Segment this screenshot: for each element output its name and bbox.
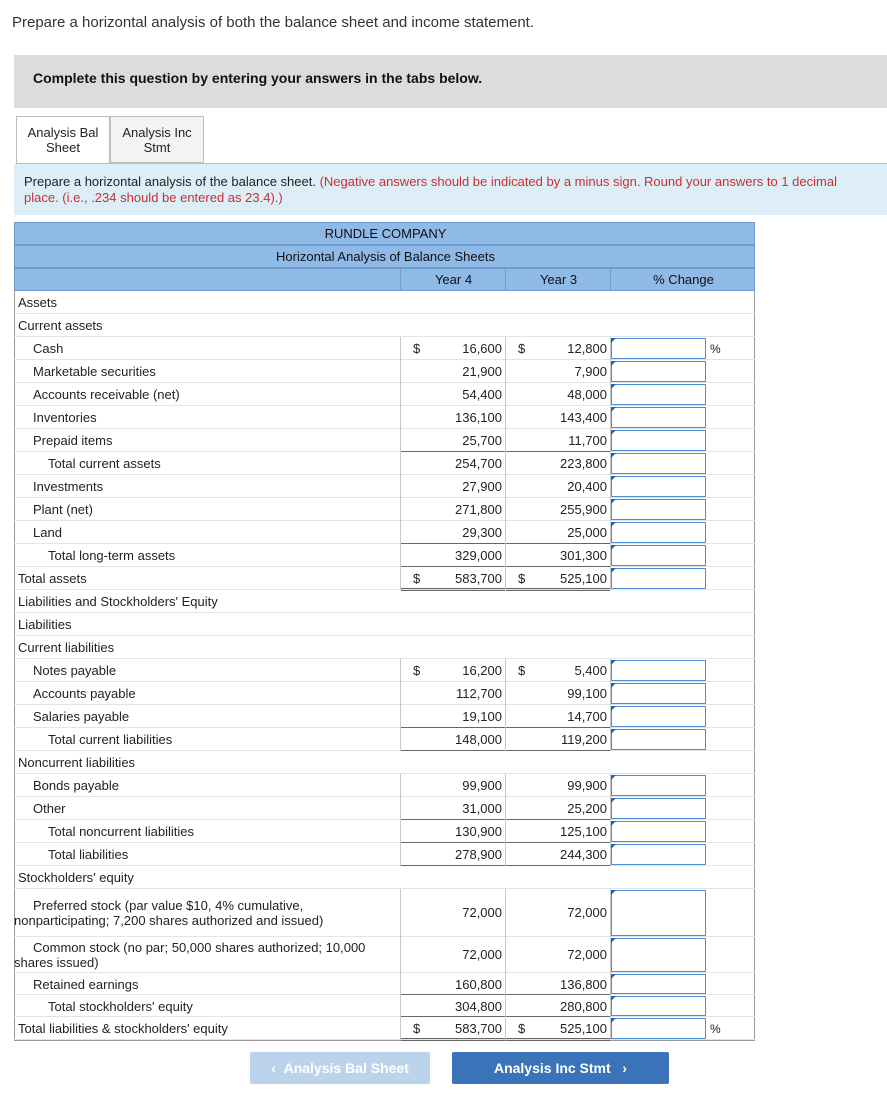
row-divider [14,972,755,973]
year4-value: 136,100 [455,410,502,425]
year4-value: 278,900 [455,847,502,862]
row-label [14,940,366,970]
subtotal-rule [401,819,505,820]
row-label [14,898,324,928]
row-label: Accounts payable [33,686,136,701]
cell-divider [400,337,401,360]
total-double-rule [401,588,505,591]
row-label: Bonds payable [33,778,120,793]
subtotal-rule [506,727,610,728]
percent-change-input[interactable] [611,798,706,819]
cell-divider [400,544,401,567]
row-divider [14,520,755,521]
cell-divider [400,567,401,590]
year4-value: 99,900 [462,778,502,793]
next-tab-label: Analysis Inc Stmt [493,1060,611,1076]
year3-value: 48,000 [567,387,607,402]
year3-value: 72,000 [567,947,607,962]
subtotal-rule [401,750,505,751]
row-divider [14,451,755,452]
year4-value: 130,900 [455,824,502,839]
cell-divider [505,973,506,995]
tab-label-line2: Stmt [143,140,171,155]
row-label: Total liabilities & stockholders' equity [18,1021,228,1036]
year3-value: 25,200 [567,801,607,816]
percent-change-input[interactable] [611,821,706,842]
row-divider [14,750,755,751]
subtotal-rule [401,994,505,995]
row-label: Total stockholders' equity [48,999,193,1014]
year3-value: 20,400 [567,479,607,494]
row-divider [14,727,755,728]
percent-change-input[interactable] [611,775,706,796]
cell-divider [505,682,506,705]
currency-symbol: $ [413,1021,421,1036]
row-label: Noncurrent liabilities [18,755,136,770]
tab-analysis-bal-sheet[interactable] [16,116,110,163]
currency-symbol: $ [518,571,526,586]
year4-value: 160,800 [455,977,502,992]
year4-value: 16,600 [462,341,502,356]
year4-value: 583,700 [455,1021,502,1036]
row-label-line2: nonparticipating; 7,200 shares authorized and issued) [14,913,324,928]
year3-value: 119,200 [560,732,607,747]
currency-symbol: $ [518,1021,526,1036]
row-label: Current assets [18,318,103,333]
cell-divider [400,705,401,728]
column-header-row [14,268,755,291]
percent-change-input[interactable] [611,430,706,451]
currency-symbol: $ [413,571,421,586]
cell-divider [400,728,401,751]
percent-change-input[interactable] [611,338,706,359]
subtotal-rule [506,865,610,866]
cell-divider [505,406,506,429]
year4-value: 583,700 [455,571,502,586]
cell-divider [505,475,506,498]
row-label: Other [33,801,66,816]
year3-value: 244,300 [560,847,607,862]
percent-change-input[interactable] [611,890,706,936]
row-label: Total liabilities [48,847,129,862]
percent-change-input[interactable] [611,683,706,704]
percent-change-input[interactable] [611,660,706,681]
percent-change-input[interactable] [611,1018,706,1039]
row-label: Salaries payable [33,709,130,724]
row-divider [14,658,755,659]
row-divider [14,994,755,995]
cell-divider [400,995,401,1017]
cell-divider [400,774,401,797]
year4-value: 304,800 [455,999,502,1014]
currency-symbol: $ [518,341,526,356]
cell-divider [505,337,506,360]
cell-divider [400,889,401,937]
percent-sign: % [710,342,721,356]
year3-value: 223,800 [560,456,607,471]
percent-change-input[interactable] [611,361,706,382]
tab-label-line1: Analysis Inc [122,125,192,140]
cell-divider [400,820,401,843]
cell-divider [400,452,401,475]
cell-divider [505,521,506,544]
year3-value: 99,900 [567,778,607,793]
row-label: Total long-term assets [48,548,176,563]
year3-value: 25,000 [567,525,607,540]
year3-value: 280,800 [560,999,607,1014]
table-title-header [14,245,755,268]
row-label: Investments [33,479,104,494]
row-divider [14,842,755,843]
cell-divider [400,475,401,498]
row-label: Land [33,525,62,540]
currency-symbol: $ [413,341,421,356]
cell-divider [400,521,401,544]
cell-divider [505,659,506,682]
cell-divider [400,383,401,406]
cell-divider [400,498,401,521]
row-label: Plant (net) [33,502,93,517]
col-year4: Year 4 [434,272,473,287]
percent-change-input[interactable] [611,938,706,972]
header-divider [505,268,506,291]
prev-tab-label: Analysis Bal Sheet [283,1060,409,1076]
subtotal-rule [401,1016,505,1017]
percent-change-input[interactable] [611,706,706,727]
row-label-line1: Common stock (no par; 50,000 shares authorized; 10,000 [33,940,366,955]
cell-divider [505,452,506,475]
row-label: Inventories [33,410,97,425]
subtotal-rule [401,543,505,544]
row-label: Liabilities [18,617,72,632]
row-label-line2: shares issued) [14,955,99,970]
row-divider [14,865,755,866]
row-divider [14,359,755,360]
subtotal-rule [506,819,610,820]
row-divider [14,336,755,337]
row-label: Assets [18,295,58,310]
header-divider [400,268,401,291]
row-divider [14,543,755,544]
year3-value: 125,100 [560,824,607,839]
total-double-rule [506,588,610,591]
currency-symbol: $ [518,663,526,678]
cell-divider [505,1017,506,1040]
subtotal-rule [506,842,610,843]
row-divider [14,612,755,613]
row-divider [14,773,755,774]
percent-change-input[interactable] [611,453,706,474]
cell-divider [505,774,506,797]
question-prompt: Prepare a horizontal analysis of both the balance sheet and income statement. [12,14,534,31]
row-divider [14,474,755,475]
row-label: Accounts receivable (net) [33,387,180,402]
row-divider [14,681,755,682]
percent-change-input[interactable] [611,996,706,1016]
subtotal-rule [401,727,505,728]
year3-value: 72,000 [567,905,607,920]
year4-value: 25,700 [462,433,502,448]
row-divider [14,497,755,498]
year3-value: 11,700 [568,433,607,448]
cell-divider [505,995,506,1017]
year4-value: 19,100 [462,709,502,724]
row-divider [14,796,755,797]
row-divider [14,936,755,937]
percent-change-input[interactable] [611,384,706,405]
cell-divider [505,567,506,590]
row-label-line1: Preferred stock (par value $10, 4% cumulative, [33,898,304,913]
cell-divider [505,429,506,452]
percent-change-input[interactable] [611,844,706,865]
row-divider [14,819,755,820]
year4-value: 27,900 [462,479,502,494]
cell-divider [505,889,506,937]
year4-value: 31,000 [462,801,502,816]
currency-symbol: $ [413,663,421,678]
percent-change-input[interactable] [611,545,706,566]
cell-divider [505,797,506,820]
row-label: Total current assets [48,456,161,471]
total-double-rule [401,1038,505,1041]
row-label: Cash [33,341,64,356]
company-header [14,222,755,245]
instruction-box [14,164,887,215]
cell-divider [505,383,506,406]
table-title: Horizontal Analysis of Balance Sheets [276,249,495,264]
row-label: Marketable securities [33,364,156,379]
percent-change-input[interactable] [611,974,706,994]
col-change: % Change [653,272,714,287]
year3-value: 255,900 [560,502,607,517]
row-label: Total noncurrent liabilities [48,824,194,839]
row-label: Total current liabilities [48,732,173,747]
row-divider [14,1039,755,1040]
instructions-banner [14,55,887,108]
row-divider [14,382,755,383]
cell-divider [505,820,506,843]
percent-change-input[interactable] [611,568,706,589]
instruction-text [24,174,869,206]
year3-value: 7,900 [574,364,607,379]
percent-change-input[interactable] [611,407,706,428]
company-name: RUNDLE COMPANY [324,226,447,241]
year4-value: 254,700 [455,456,502,471]
row-label: Current liabilities [18,640,115,655]
percent-change-input[interactable] [611,476,706,497]
year4-value: 329,000 [455,548,502,563]
percent-sign: % [710,1022,721,1036]
cell-divider [400,797,401,820]
cell-divider [505,705,506,728]
instruction-main: Prepare a horizontal analysis of the balance sheet. [24,174,316,189]
instruction-note: (Negative answers should be indicated by a minus sign. Round your answers to 1 decimal place. (i.e., .234 should be entered as 23.4).) [24,174,837,205]
subtotal-rule [401,451,505,452]
cell-divider [505,360,506,383]
row-label: Stockholders' equity [18,870,134,885]
chevron-right-icon: › [622,1060,628,1076]
percent-change-input[interactable] [611,522,706,543]
cell-divider [400,682,401,705]
cell-divider [400,659,401,682]
subtotal-rule [401,842,505,843]
cell-divider [505,728,506,751]
cell-divider [400,1017,401,1040]
cell-divider [505,544,506,567]
cell-divider [400,973,401,995]
subtotal-rule [506,1016,610,1017]
cell-divider [505,498,506,521]
subtotal-rule [506,750,610,751]
row-divider [14,704,755,705]
year3-value: 136,800 [560,977,607,992]
row-divider [14,589,755,590]
header-divider [610,268,611,291]
year4-value: 21,900 [462,364,502,379]
cell-divider [400,843,401,866]
row-divider [14,405,755,406]
year4-value: 29,300 [462,525,502,540]
row-divider [14,1016,755,1017]
banner-text: Complete this question by entering your answers in the tabs below. [33,70,483,86]
row-label: Liabilities and Stockholders' Equity [18,594,218,609]
tab-label-line1: Analysis Bal [27,125,99,140]
row-divider [14,566,755,567]
cell-divider [400,937,401,973]
row-label: Retained earnings [33,977,139,992]
year3-value: 99,100 [567,686,607,701]
total-double-rule [506,1038,610,1041]
subtotal-rule [401,566,505,567]
subtotal-rule [506,566,610,567]
row-label: Prepaid items [33,433,113,448]
cell-divider [400,406,401,429]
cell-divider [400,360,401,383]
year4-value: 271,800 [455,502,502,517]
percent-change-input[interactable] [611,499,706,520]
row-label: Notes payable [33,663,117,678]
year4-value: 112,700 [455,686,502,701]
subtotal-rule [401,865,505,866]
subtotal-rule [506,994,610,995]
year4-value: 72,000 [462,947,502,962]
prev-tab-button[interactable] [250,1052,430,1084]
percent-change-input[interactable] [611,729,706,750]
year3-value: 525,100 [560,1021,607,1036]
year3-value: 525,100 [560,571,607,586]
row-divider [14,635,755,636]
subtotal-rule [506,543,610,544]
year3-value: 301,300 [560,548,607,563]
row-divider [14,428,755,429]
year4-value: 54,400 [462,387,502,402]
year4-value: 148,000 [455,732,502,747]
cell-divider [505,843,506,866]
subtotal-rule [506,451,610,452]
cell-divider [505,937,506,973]
year3-value: 14,700 [567,709,607,724]
tab-label-line2: Sheet [46,140,80,155]
col-year3: Year 3 [539,272,578,287]
next-tab-button[interactable] [452,1052,669,1084]
tab-analysis-inc-stmt[interactable] [110,116,204,163]
year3-value: 5,400 [574,663,607,678]
row-label: Total assets [18,571,87,586]
cell-divider [400,429,401,452]
chevron-left-icon: ‹ [271,1060,276,1076]
year3-value: 143,400 [560,410,607,425]
row-divider [14,313,755,314]
year3-value: 12,800 [567,341,607,356]
row-divider [14,888,755,889]
year4-value: 16,200 [462,663,502,678]
year4-value: 72,000 [462,905,502,920]
